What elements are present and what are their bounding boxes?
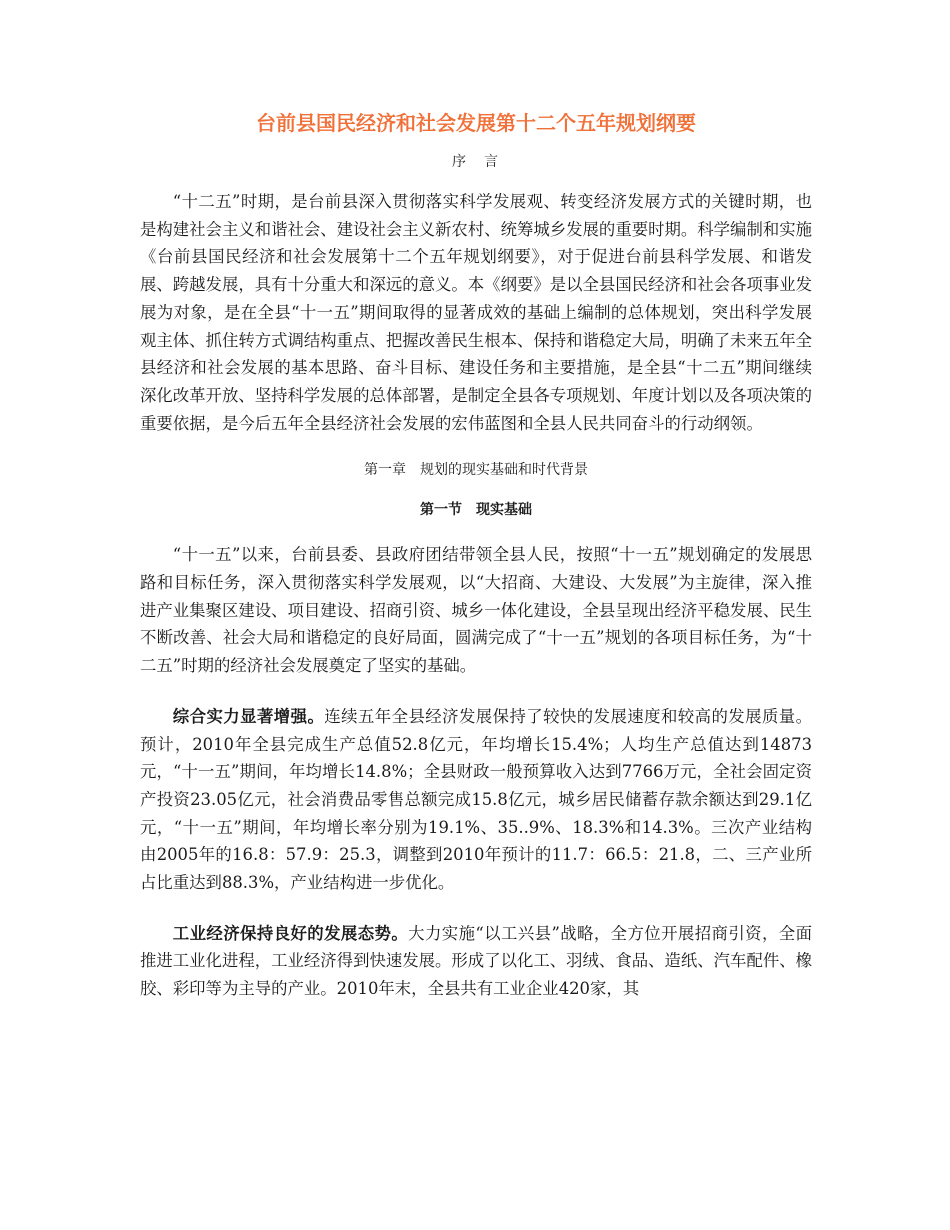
page-title: 台前县国民经济和社会发展第十二个五年规划纲要 bbox=[256, 111, 696, 135]
industry-lead: 工业经济保持良好的发展态势。 bbox=[172, 923, 409, 943]
preface-heading: 序 言 bbox=[452, 154, 500, 170]
preface-paragraph: “十二五”时期，是台前县深入贯彻落实科学发展观、转变经济发展方式的关键时期，也是构建社会主义和谐社会、建设社会主义新农村、统筹城乡发展的重要时期。科学编制和实施《台前县国民经济和社会发展第十二个五年规划纲要》，对于促进台前县科学发展、和谐发展、跨越发展，具有十分重大和深远的意义。本《纲要》是以全县国民经济和社会各项事业发展为对象，是在全县“十一五”期间取得的显著成效的基础上编制的总体规划，突出科学发展观主体、抓住转方式调结构重点、把握改善民生根本、保持和谐稳定大局，明确了未来五年全县经济和社会发展的基本思路、奋斗目标、建设任务和主要措施，是全县“十二五”期间继续深化改革开放、坚持科学发展的总体部署，是制定全县各专项规划、年度计划以及各项决策的重要依据，是今后五年全县经济社会发展的宏伟蓝图和全县人民共同奋斗的行动纲领。 bbox=[140, 192, 813, 433]
chapter-heading: 第一章 规划的现实基础和时代背景 bbox=[364, 462, 588, 479]
strength-body: 连续五年全县经济发展保持了较快的发展速度和较高的发展质量。预计，2010年全县完成生产总值52.8亿元，年均增长15.4%；人均生产总值达到14873元，“十一五”期间，年均增长14.8%；全县财政一般预算收入达到7766万元，全社会固定资产投资23.05亿元，社会消费品零售总额完成15.8亿元，城乡居民储蓄存款余额达到29.1亿元，“十一五”期间，年均增长率分别为19.1%、35..9%、18.3%和14.3%。三次产业结构由2005年的16.8：57.9：25.3，调整到2010年预计的11.7：66.5：21.8，二、三产业所占比重达到88.3%，产业结构进一步优化。 bbox=[140, 706, 813, 893]
industry-body: 大力实施“以工兴县”战略，全方位开展招商引资，全面推进工业化进程，工业经济得到快速发展。形成了以化工、羽绒、食品、造纸、汽车配件、橡胶、彩印等为主导的产业。2010年末，全县共有工业企业420家，其 bbox=[140, 923, 813, 999]
strength-lead: 综合实力显著增强。 bbox=[172, 706, 325, 726]
industry-paragraph bbox=[140, 920, 812, 1003]
strength-paragraph bbox=[140, 703, 812, 897]
section-intro-paragraph: “十一五”以来，台前县委、县政府团结带领全县人民，按照“十一五”规划确定的发展思路和目标任务，深入贯彻落实科学发展观，以“大招商、大建设、大发展”为主旋律，深入推进产业集聚区建设、项目建设、招商引资、城乡一体化建设，全县呈现出经济平稳发展、民生不断改善、社会大局和谐稳定的良好局面，圆满完成了“十一五”规划的各项目标任务，为“十二五”时期的经济社会发展奠定了坚实的基础。 bbox=[140, 545, 813, 676]
document-page bbox=[140, 100, 812, 1003]
section-heading: 第一节 现实基础 bbox=[420, 502, 532, 519]
